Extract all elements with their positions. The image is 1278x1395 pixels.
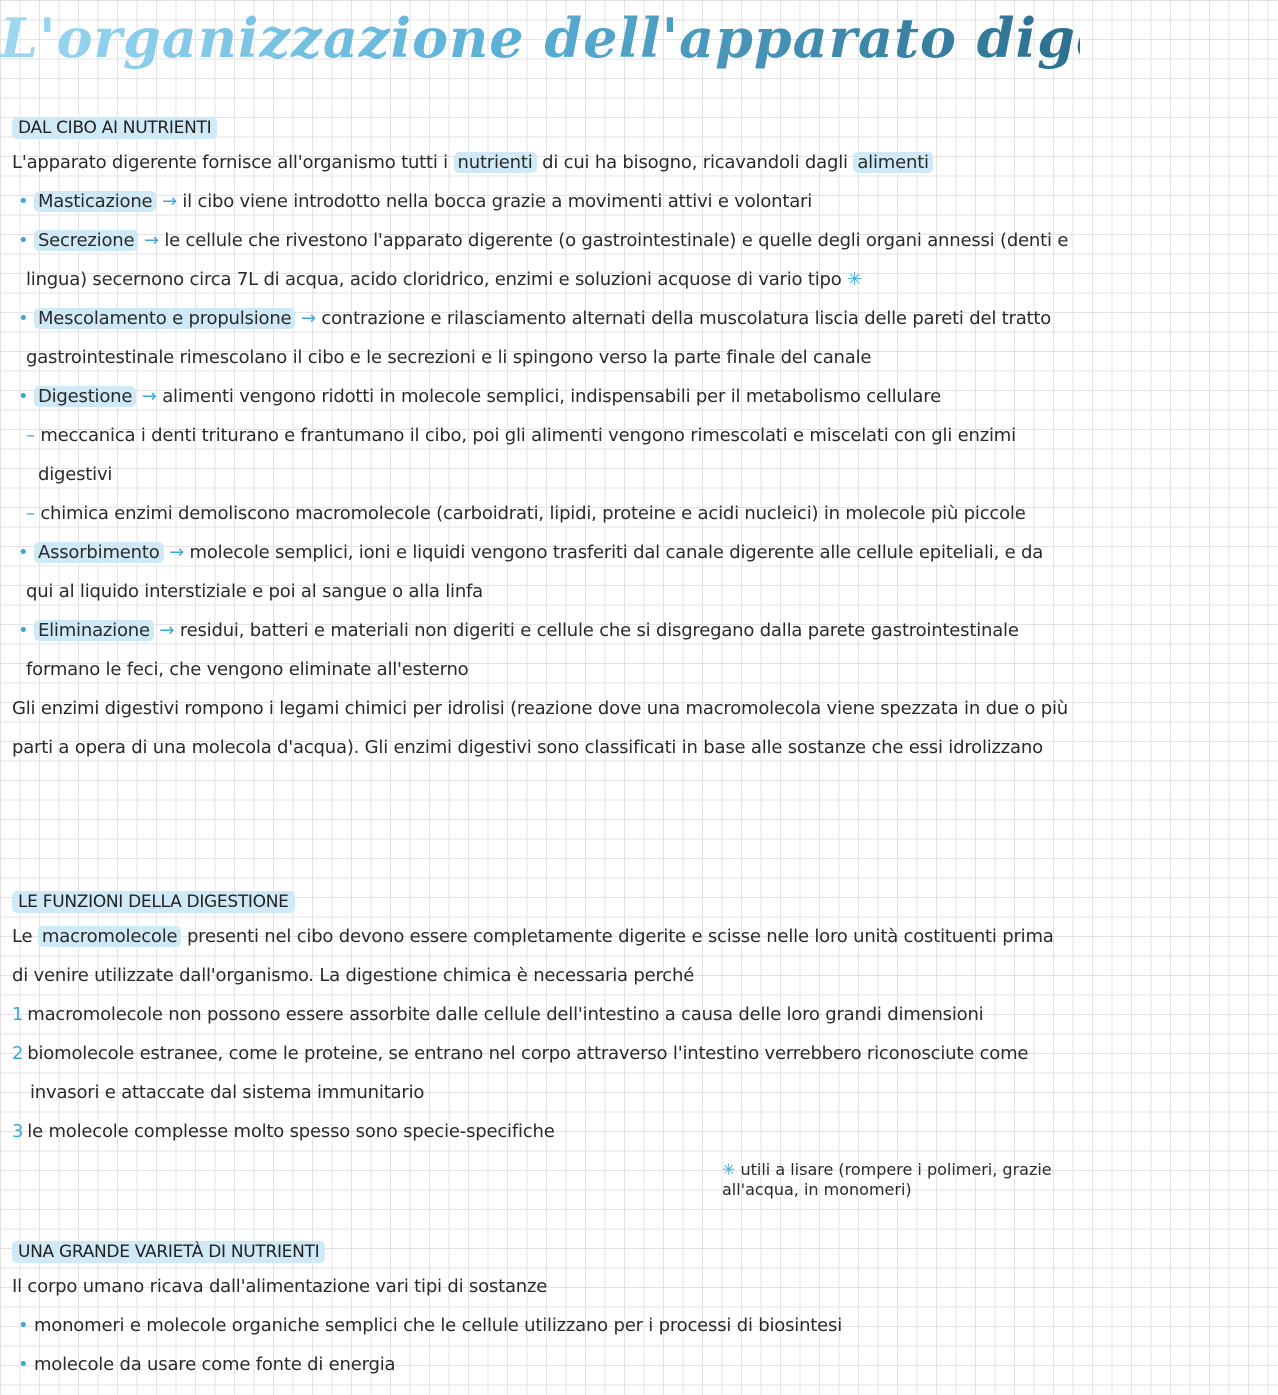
numbered-item-1: 1 macromolecole non possono essere assorbite dalle cellule dell'intestino a causa delle loro grandi dimensioni [12,1004,984,1025]
asterisk-icon: ✳ [847,269,863,290]
section-heading: UNA GRANDE VARIETÀ DI NUTRIENTI [12,1237,1074,1267]
arrow-icon: → [143,230,159,251]
section-heading: LE FUNZIONI DELLA DIGESTIONE [12,887,1074,917]
section-dal-cibo-ai-nutrienti [12,113,1074,767]
list-item-mescolamento: • Mescolamento e propulsione → contrazione e rilasciamento alternati della muscolatura liscia delle pareti del tratto gastrointestinale rimescolano il cibo e le secrezioni e li spingono verso la parte finale del canale [18,308,1052,368]
intro-paragraph: L'apparato digerente fornisce all'organismo tutti i nutrienti di cui ha bisogno, ricavandoli dagli alimenti [12,143,1074,182]
intro-paragraph: Le macromolecole presenti nel cibo devono essere completamente digerite e scisse nelle loro unità costituenti prima di venire utilizzate dall'organismo. La digestione chimica è necessaria perché [12,926,1054,986]
list-item-assorbimento: • Assorbimento → molecole semplici, ioni e liquidi vengono trasferiti dal canale digerente alle cellule epiteliali, e da qui al liquido interstiziale e poi al sangue o alla linfa [18,542,1044,602]
arrow-icon: → [159,620,175,641]
list-item-digestione: • Digestione → alimenti vengono ridotti in molecole semplici, indispensabili per il metabolismo cellulare [18,386,941,407]
asterisk-icon: ✳ [722,1160,736,1179]
sub-item-meccanica: – meccanica i denti triturano e frantumano il cibo, poi gli alimenti vengono rimescolati e miscelati con gli enzimi digestivi [26,425,1016,485]
numbered-item-2: 2 biomolecole estranee, come le proteine, se entrano nel corpo attraverso l'intestino verrebbero riconosciute come invasori e attaccate dal sistema immunitario [12,1043,1029,1103]
sub-item-chimica: – chimica enzimi demoliscono macromolecole (carboidrati, lipidi, proteine e acidi nucleici) in molecole più piccole [26,503,1026,524]
arrow-icon: → [141,386,157,407]
highlight-nutrienti: nutrienti [454,152,537,173]
section-heading: DAL CIBO AI NUTRIENTI [12,113,1074,143]
list-item-eliminazione: • Eliminazione → residui, batteri e materiali non digeriti e cellule che si disgregano dalla parete gastrointestinale formano le feci, che vengono eliminate all'esterno [18,620,1019,680]
footnote-idrolisi: ✳ utili a lisare (rompere i polimeri, grazie all'acqua, in monomeri) [722,1160,1052,1199]
list-item-secrezione: • Secrezione → le cellule che rivestono l'apparato digerente (o gastrointestinale) e quelle degli organi annessi (denti e lingua) secernono circa 7L di acqua, acido cloridrico, enzimi e soluzioni acquose di vario tipo ✳ [18,230,1069,290]
page-title: L'organizzazione dell'apparato digerente [0,6,1278,70]
numbered-item-3: 3 le molecole complesse molto spesso sono specie-specifiche [12,1121,555,1142]
section-funzioni-digestione [12,887,1074,1151]
intro-paragraph: Il corpo umano ricava dall'alimentazione vari tipi di sostanze [12,1276,548,1297]
list-item-monomeri: • monomeri e molecole organiche semplici che le cellule utilizzano per i processi di biosintesi [18,1315,843,1336]
arrow-icon: → [161,191,177,212]
list-item-masticazione: • Masticazione → il cibo viene introdotto nella bocca grazie a movimenti attivi e volontari [18,191,813,212]
section-varieta-nutrienti [12,1237,1074,1384]
arrow-icon: → [300,308,316,329]
highlight-alimenti: alimenti [853,152,933,173]
arrow-icon: → [169,542,184,563]
enzymes-paragraph: Gli enzimi digestivi rompono i legami chimici per idrolisi (reazione dove una macromolecola viene spezzata in due o più parti a opera di una molecola d'acqua). Gli enzimi digestivi sono classificati in base alle sostanze che essi idrolizzano [12,698,1068,758]
list-item-energia: • molecole da usare come fonte di energia [18,1354,396,1375]
highlight-macromolecole: macromolecole [38,926,182,947]
